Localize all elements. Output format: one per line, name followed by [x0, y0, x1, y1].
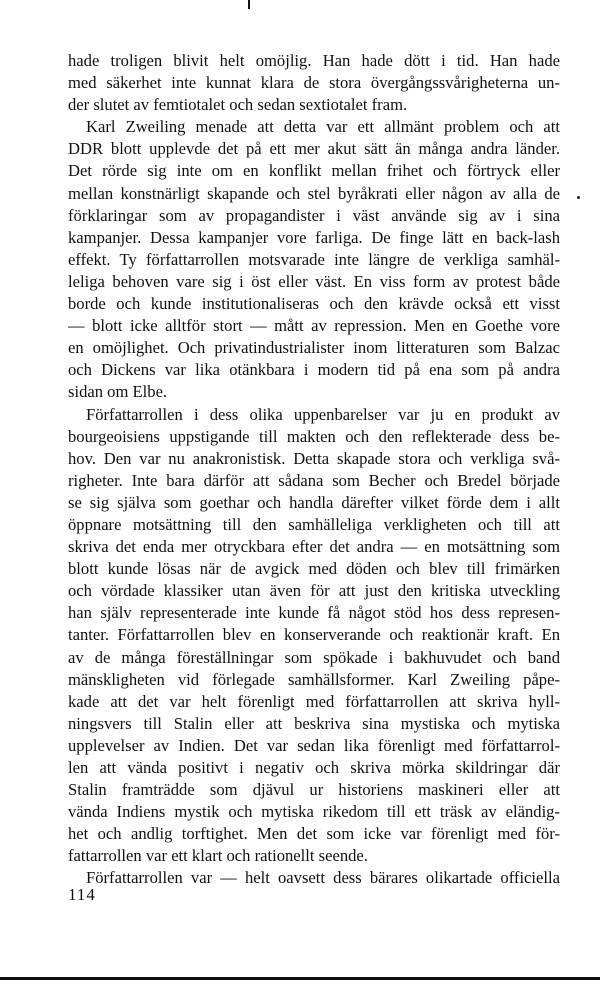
paragraph [68, 867, 560, 889]
text-line: hov. Den var nu anakronistisk. Detta skapade stora och verkliga svå- [68, 448, 560, 468]
page-number: 114 [68, 885, 96, 904]
text-line: vända Indiens mystik och mytiska rikedom till ett träsk av eländig- [68, 802, 560, 822]
text-line: len att vända positivt i negativ och skriva mörka skildringar där [68, 758, 560, 777]
text-line: — blott icke alltför stort — mått av repression. Men en Goethe vore [68, 316, 560, 336]
text-line: med säkerhet inte kunnat klara de stora övergångssvårigheterna un- [68, 73, 560, 93]
text-line: bourgeoisiens uppstigande till makten och den reflekterade dess be- [68, 426, 560, 446]
text-line: mänskligheten vid förlegade samhällsformer. Karl Zweiling påpe- [68, 669, 560, 689]
text-line: der slutet av femtiotalet och sedan sextiotalet fram. [68, 95, 408, 115]
text-line: upplevelser av Indien. Det var sedan lika förenligt med författarrol- [68, 735, 560, 755]
text-line: leliga behoven vare sig i öst eller väst. En viss form av protest både [68, 271, 560, 291]
text-line: en omöjlighet. Och privatindustrialister inom litteraturen som Balzac [68, 338, 560, 358]
text-line: av de många föreställningar som spökade i bakhuvudet och band [68, 647, 560, 667]
text-line: kampanjer. Dessa kampanjer vore farliga. De finge lätt en back-lash [68, 227, 560, 247]
text-line: blott kunde lösas när de avgick med döden och blev till frimärken [68, 559, 560, 579]
paragraph [68, 116, 560, 403]
body-text [68, 50, 560, 890]
text-line: fattarrollen var ett klart och rationellt seende. [68, 846, 368, 866]
text-line: DDR blott upplevde det på ett mer akut sätt än många andra länder. [68, 139, 560, 159]
text-line: förklaringar som av propagandister i väst använde sig av i sina [68, 205, 560, 225]
paragraph [68, 404, 560, 868]
text-line: effekt. Ty författarrollen motsvarade inte längre de verkliga samhäl- [68, 249, 560, 269]
text-line: sidan om Elbe. [68, 382, 168, 402]
text-line: borde och kunde institutionaliseras och den krävde också ett visst [68, 294, 560, 314]
scan-speck [577, 196, 580, 199]
text-line: Karl Zweiling menade att detta var ett allmänt problem och att [86, 117, 560, 137]
text-line: tanter. Författarrollen blev en konserverande och reaktionär kraft. En [68, 625, 560, 645]
text-line: skriva det enda mer otryckbara efter det andra — en motsättning som [68, 537, 560, 557]
text-line: mellan konstnärligt skapande och stel byråkrati eller någon av alla de [68, 183, 560, 203]
scan-bottom-edge [0, 977, 600, 980]
text-line: och vördade klassiker utan även för att just den kritiska utveckling [68, 581, 560, 601]
text-line: han själv representerade inte kunde få något stöd hos dess represen- [68, 603, 560, 623]
paragraph [68, 50, 560, 116]
text-line: het och andlig torftighet. Men det som icke var förenligt med för- [68, 824, 560, 844]
text-line: Stalin framträdde som djävul ur historiens maskineri eller att [68, 780, 560, 800]
scan-edge-mark [248, 0, 250, 9]
text-line: och Dickens var lika otänkbara i modern tid på ena som på andra [68, 360, 560, 380]
text-line: righeter. Inte bara därför att sådana som Becher och Bredel började [68, 470, 560, 490]
text-line: Författarrollen i dess olika uppenbarelser var ju en produkt av [86, 404, 560, 424]
text-line: se sig själva som goethar och handla därefter vilket förde dem i allt [68, 492, 560, 512]
text-line: Författarrollen var — helt oavsett dess bärares olikartade officiella [86, 868, 560, 888]
text-line: hade troligen blivit helt omöjlig. Han hade dött i tid. Han hade [68, 51, 560, 70]
text-line: öppnare motsättning till den samhälleliga verkligheten och till att [68, 514, 560, 534]
text-line: ningsvers till Stalin eller att beskriva sina mystiska och mytiska [68, 713, 560, 733]
text-line: kade att det var helt förenligt med författarrollen att skriva hyll- [68, 691, 560, 711]
text-line: Det rörde sig inte om en konflikt mellan frihet och förtryck eller [68, 161, 560, 181]
